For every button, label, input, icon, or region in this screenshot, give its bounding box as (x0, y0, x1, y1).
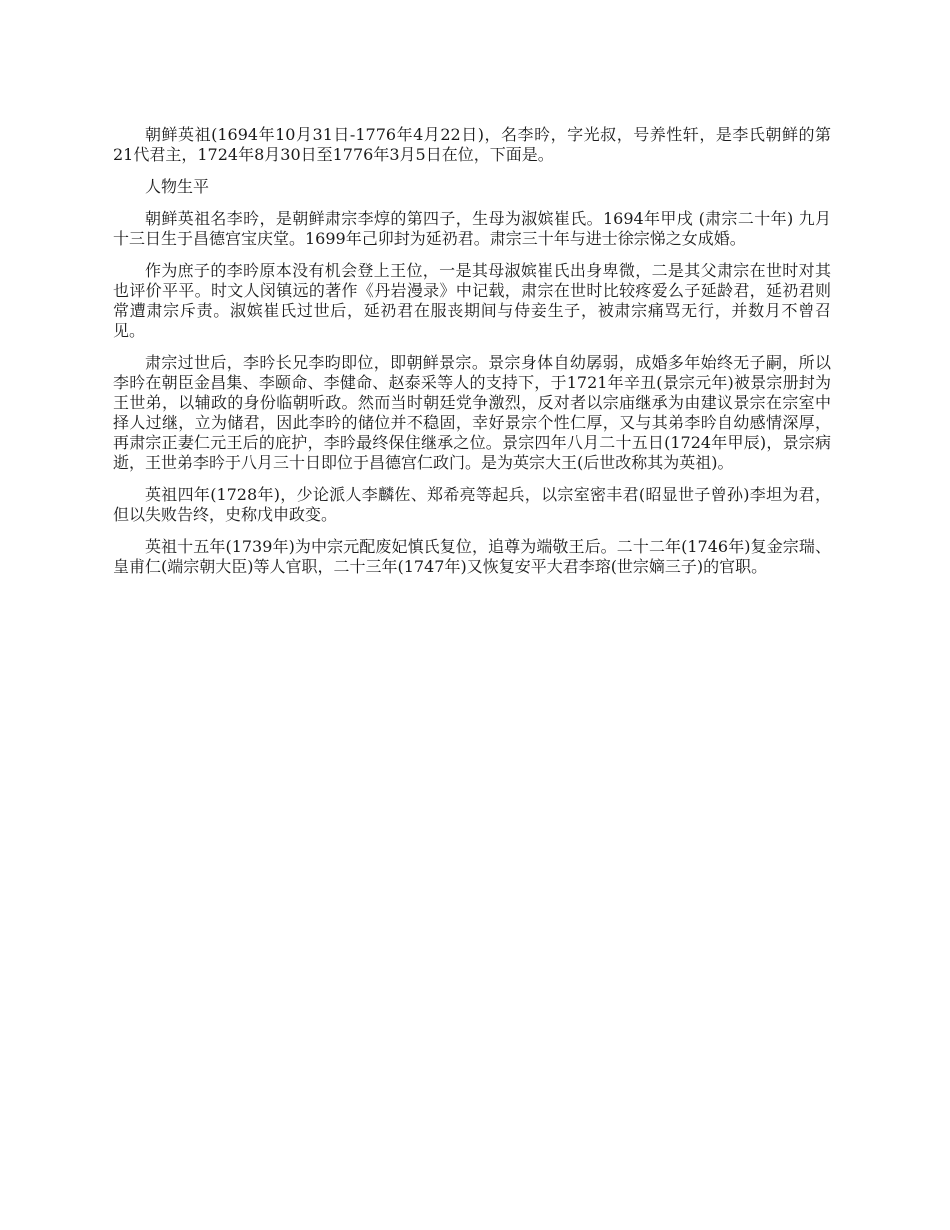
body-paragraph: 英祖四年(1728年)，少论派人李麟佐、郑希亮等起兵，以宗室密丰君(昭显世子曾孙)李坦为君，但以失败告终，史称戊申政变。 (113, 485, 831, 524)
body-paragraph: 作为庶子的李昑原本没有机会登上王位，一是其母淑嫔崔氏出身卑微，二是其父肃宗在世时对其也评价平平。时文人闵镇远的著作《丹岩漫录》中记载，肃宗在世时比较疼爱么子延龄君，延礽君则常遭肃宗斥责。淑嫔崔氏过世后，延礽君在服丧期间与侍妾生子，被肃宗痛骂无行，并数月不曾召见。 (113, 261, 831, 340)
intro-paragraph: 朝鲜英祖(1694年10月31日-1776年4月22日)，名李昑，字光叔，号养性轩，是李氏朝鲜的第21代君主，1724年8月30日至1776年3月5日在位，下面是。 (113, 125, 831, 164)
body-paragraph: 肃宗过世后，李昑长兄李昀即位，即朝鲜景宗。景宗身体自幼孱弱，成婚多年始终无子嗣，所以李昑在朝臣金昌集、李颐命、李健命、赵泰采等人的支持下，于1721年辛丑(景宗元年)被景宗册封为王世弟，以辅政的身份临朝听政。然而当时朝廷党争激烈，反对者以宗庙继承为由建议景宗在宗室中择人过继，立为储君，因此李昑的储位并不稳固，幸好景宗个性仁厚，又与其弟李昑自幼感情深厚，再肃宗正妻仁元王后的庇护，李昑最终保住继承之位。景宗四年八月二十五日(1724年甲辰)，景宗病逝，王世弟李昑于八月三十日即位于昌德宫仁政门。是为英宗大王(后世改称其为英祖)。 (113, 353, 831, 472)
body-paragraph: 朝鲜英祖名李昑，是朝鲜肃宗李焞的第四子，生母为淑嫔崔氏。1694年甲戌 (肃宗二十年) 九月十三日生于昌德宫宝庆堂。1699年己卯封为延礽君。肃宗三十年与进士徐宗悌之女成婚。 (113, 209, 831, 248)
section-heading: 人物生平 (145, 177, 210, 196)
document-page (113, 125, 831, 589)
body-paragraph: 英祖十五年(1739年)为中宗元配废妃慎氏复位，追尊为端敬王后。二十二年(1746年)复金宗瑞、皇甫仁(端宗朝大臣)等人官职，二十三年(1747年)又恢复安平大君李瑢(世宗嫡三子)的官职。 (113, 537, 831, 576)
